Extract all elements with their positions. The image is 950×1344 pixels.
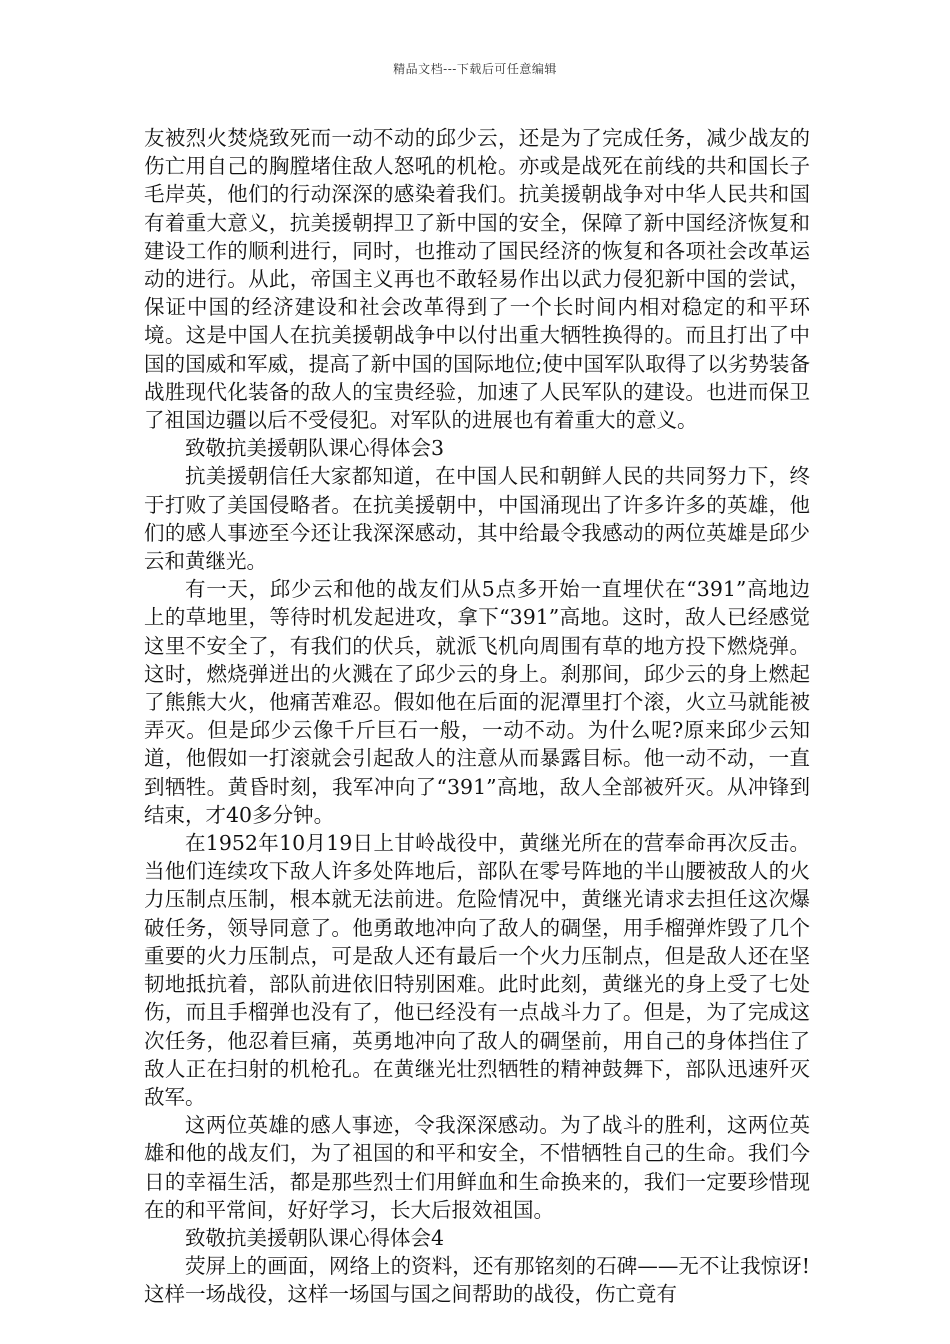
paragraph-huang-jiguang: 在1952年10月19日上甘岭战役中，黄继光所在的营奉命再次反击。当他们连续攻下敌人许多处阵地后，部队在零号阵地的半山腰被敌人的火力压制点压制，根本就无法前进。危险情况中，黄继光请求去担任这次爆破任务，领导同意了。他勇敢地冲向了敌人的碉堡，用手榴弹炸毁了几个重要的火力压制点，可是敌人还有最后一个火力压制点，但是敌人还在坚韧地抵抗着，部队前进依旧特别困难。此时此刻，黄继光的身上受了七处伤，而且手榴弹也没有了，他已经没有一点战斗力了。但是，为了完成这次任务，他忍着巨痛，英勇地冲向了敌人的碉堡前，用自己的身体挡住了敌人正在扫射的机枪孔。在黄继光壮烈牺牲的精神鼓舞下，部队迅速歼灭敌军。 bbox=[144, 831, 810, 1109]
paragraph-intro-heroes: 抗美援朝信任大家都知道，在中国人民和朝鲜人民的共同努力下，终于打败了美国侵略者。在抗美援朝中，中国涌现出了许多许多的英雄，他们的感人事迹至今还让我深深感动，其中给最令我感动的两位英雄是邱少云和黄继光。 bbox=[144, 464, 810, 574]
paragraph-screen-images: 荧屏上的画面，网络上的资料，还有那铭刻的石碑——无不让我惊讶!这样一场战役，这样一场国与国之间帮助的战役，伤亡竟有 bbox=[144, 1254, 810, 1307]
section-heading-4: 致敬抗美援朝队课心得体会4 bbox=[185, 1225, 445, 1250]
section-heading-3: 致敬抗美援朝队课心得体会3 bbox=[185, 436, 445, 461]
paragraph-qiu-shaoyun: 有一天，邱少云和他的战友们从5点多开始一直埋伏在“391”高地边上的草地里，等待时机发起进攻，拿下“391”高地。这时，敌人已经感觉这里不安全了，有我们的伏兵，就派飞机向周围有草的地方投下燃烧弹。这时，燃烧弹迸出的火溅在了邱少云的身上。刹那间，邱少云的身上燃起了熊熊大火，他痛苦难忍。假如他在后面的泥潭里打个滚，火立马就能被弄灭。但是邱少云像千斤巨石一般，一动不动。为什么呢?原来邱少云知道，他假如一打滚就会引起敌人的注意从而暴露目标。他一动不动，一直到牺牲。黄昏时刻，我军冲向了“391”高地，敌人全部被歼灭。从冲锋到结束，才40多分钟。 bbox=[144, 577, 810, 827]
page-header: 精品文档---下载后可任意编辑 bbox=[393, 62, 557, 76]
paragraph-conclusion: 这两位英雄的感人事迹，令我深深感动。为了战斗的胜利，这两位英雄和他的战友们，为了祖国的和平和安全，不惜牺牲自己的生命。我们今日的幸福生活，都是那些烈士们用鲜血和生命换来的，我们一定要珍惜现在的和平常间，好好学习，长大后报效祖国。 bbox=[144, 1113, 810, 1222]
document-body bbox=[144, 124, 810, 1309]
paragraph-continuation: 友被烈火焚烧致死而一动不动的邱少云，还是为了完成任务，减少战友的伤亡用自己的胸膛堵住敌人怒吼的机枪。亦或是战死在前线的共和国长子毛岸英，他们的行动深深的感染着我们。抗美援朝战争对中华人民共和国有着重大意义，抗美援朝捍卫了新中国的安全，保障了新中国经济恢复和建设工作的顺利进行，同时，也推动了国民经济的恢复和各项社会改革运动的进行。从此，帝国主义再也不敢轻易作出以武力侵犯新中国的尝试，保证中国的经济建设和社会改革得到了一个长时间内相对稳定的和平环境。这是中国人在抗美援朝战争中以付出重大牺牲换得的。而且打出了中国的国威和军威，提高了新中国的国际地位;使中国军队取得了以劣势装备战胜现代化装备的敌人的宝贵经验，加速了人民军队的建设。也进而保卫了祖国边疆以后不受侵犯。对军队的进展也有着重大的意义。 bbox=[144, 126, 810, 433]
